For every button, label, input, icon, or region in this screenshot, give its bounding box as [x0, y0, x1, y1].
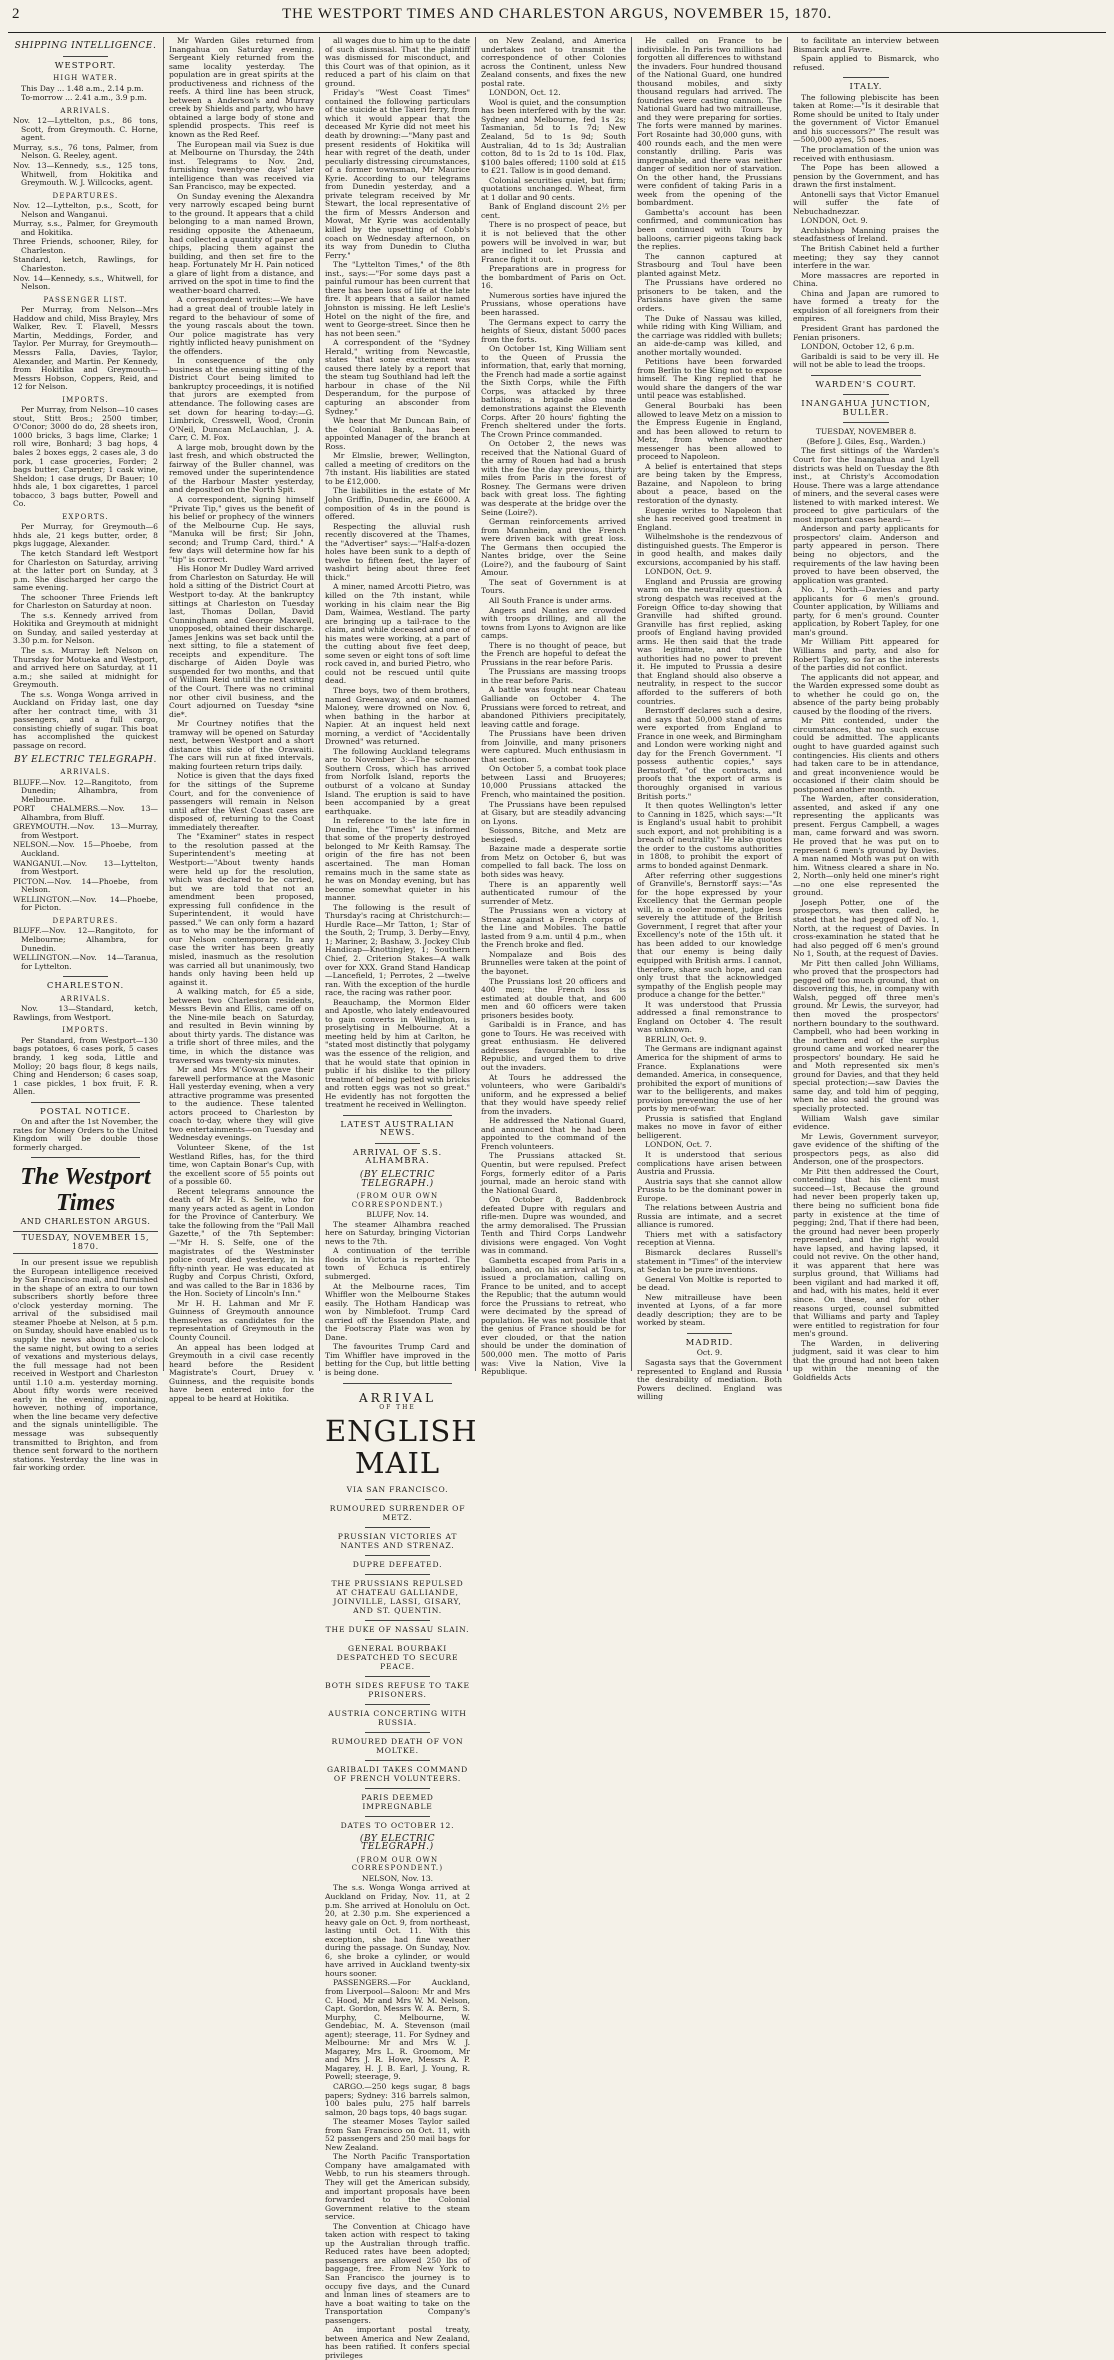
article-paragraph: DUPRE DEFEATED. — [352, 1559, 443, 1569]
exports-label: EXPORTS. — [62, 512, 109, 521]
article-paragraph: WANGANUI.—Nov. 13—Lyttelton, from Westport. — [13, 858, 158, 877]
article-paragraph: Mr Pitt then addressed the Court, contending that his client must succeed—1st, Because the ground had never been properly taken up, there being no sufficient bona fide party in existence at the time of pegging; 2nd, That if there had been, the ground had never been properly represented, and the right would have lapsed, and having lapsed, it could not revive. On the other hand, it was apparent that here was surplus ground, that Williams had been vigilant and had marked it off, and had, with his mates, held it ever since. On these, and for other reasons urged, counsel submitted that Williams and party and Tapley were entitled to registration for four men's ground. — [793, 1166, 939, 1339]
divider — [343, 1115, 452, 1116]
postal-text: On and after the 1st November, the rates for Money Orders to the United Kingdom will be double those formerly charged. — [13, 1117, 158, 1152]
shipping-body — [13, 550, 158, 751]
article-paragraph: On October 1st, King William sent to the Queen of Prussia the information, that, early that morning, the French had made a sortie against the Sixth Corps, while the Fifth Corps, was attacked by three battalions; a brigade also made demonstrations against the Eleventh Corps. After 20 hours' fighting the French sheltered under the forts. The Crown Prince commanded. — [481, 344, 626, 439]
article-paragraph: Volunteer Skene, of the 1st Westland Rifles, has, for the third time, won Captain Bonar's Cup, with the excellent score of 55 points out of a possible 60. — [169, 1143, 314, 1187]
article-paragraph: The Convention at Chicago have taken action with respect to taking up the Australian through traffic. Reduced rates have been adopted; passengers are allowed 250 lbs of baggage, free. From New York to San Francisco the journey is to occupy five days, and the Cunard and Inman lines of steamers are to have a boat waiting to take on the Transportation Company's passengers. — [325, 2221, 470, 2325]
article-paragraph: No. 1, North—Davies and party applicants for 6 men's ground. Counter application, by Williams and party, for 6 men's ground. Counter application, by Robert Tapley, for one man's ground. — [793, 585, 939, 637]
article-paragraph: After referring other suggestions of Granville's, Bernstorff says:—"As for the hope expressed by your Excellency that the German people will, in a cooler moment, judge less severely the attitude of the British Government, I regret that after your Excellency's note of the 15th ult. it has been added to our knowledge that our enemy is being daily equipped with British arms. I cannot, therefore, share such hope, and can only trust that the acknowledged sympathy of the English people may produce a change for the better." — [637, 870, 782, 1000]
telegraph-heading: BY ELECTRIC TELEGRAPH. — [14, 754, 157, 765]
article-paragraph: On Sunday evening the Alexandra very narrowly escaped being burnt to the ground. It appears that a child belonging to a man named Brown, residing opposite the Athenaeum, had collected a quantity of paper and chips, placing them against the building, and then set fire to the heap. Fortunately Mr H. Pain noticed a glare of light from a distance, and arrived on the spot in time to find the weather-board charred. — [169, 191, 314, 295]
divider — [687, 1333, 732, 1334]
article-paragraph: Bazaine made a desperate sortie from Metz on October 6, but was compelled to fall back. The loss on both sides was heavy. — [481, 844, 626, 879]
divider — [31, 1102, 140, 1103]
madrid-text: Sagasta says that the Government represented to England and Russia the desirability of mediation. Both Powers declined. England was willing — [637, 1358, 782, 1402]
divider — [843, 77, 889, 78]
article-paragraph: At the Melbourne races, Tim Whiffler won the Melbourne Stakes easily. The Hotham Handicap was won by Nimblefoot. Trump Card carried off the Essendon Plate, and the Footscray Plate was won by Dane. — [325, 1281, 470, 1342]
article-paragraph: Petitions have been forwarded from Berlin to the King not to expose himself. The King replied that he would share the dangers of the war until peace was established. — [637, 357, 782, 401]
article-paragraph: Recent telegrams announce the death of Mr H. S. Selfe, who for many years acted as agent in London for the Province of Canterbury. We take the following from the "Pall Mall Gazette," of the 7th September:—"Mr H. S. Selfe, one of the magistrates of the Westminster police court, died yesterday, in his fifty-ninth year. He was educated at Rugby and Corpus Christi, Oxford, and was called to the Bar in 1836 by the Hon. Society of Lincoln's Inn." — [169, 1186, 314, 1299]
divider — [365, 1676, 430, 1677]
article-paragraph: Mr William Pitt appeared for Williams and party, and also for Robert Tapley, so far as the interests of the parties did not conflict. — [793, 637, 939, 673]
divider — [365, 1499, 430, 1500]
divider — [63, 56, 108, 57]
article-paragraph: Mr Pitt contended, under the circumstances, that no such excuse could be admitted. The applicants ought to have guarded against such contingencies. His clients and others had taken care to be in attendance, and great inconvenience would be occasioned if their claim should be postponed another month. — [793, 716, 939, 794]
divider — [811, 375, 921, 376]
article-paragraph: Bank of England discount 2½ per cent. — [481, 202, 626, 220]
article-paragraph: The Germans expect to carry the heights of Sieux, distant 5000 paces from the forts. — [481, 317, 626, 344]
divider — [365, 1620, 430, 1621]
court-date: TUESDAY, NOVEMBER 8. — [815, 427, 917, 437]
article-paragraph: Beauchamp, the Mormon Elder and Apostle, who lately endeavoured to gain converts in Wellington, is proselytising in Melbourne. At a meeting held by him at Carlton, he "stated most distinctly that polygamy was the essence of the religion, and that he would state that opinion in public if his dislike to the pillory treatment of being pelted with bricks and rotten eggs was not so great." He evidently has not forgotten the treatment he received in Wellington. — [325, 997, 470, 1110]
article-paragraph: Joseph Potter, one of the prospectors, was then called, he stated that he had pegged off No. 1, North, at the request of Davies. In cross-examination he stated that he had also pegged off 6 men's ground No 1, South, at the request of Davies. — [793, 897, 939, 959]
article-paragraph: Prussia is satisfied that England makes no move in favor of either belligerent. — [637, 1113, 782, 1140]
article-paragraph: Soissons, Bitche, and Metz are besieged. — [481, 826, 626, 844]
article-paragraph: The Warden, after consideration, assented, and asked if any one representing the applicants was present. Fergus Campbell, a wages man, came forward and was sworn. He proved that he was put on to represent 6 men's ground by Davies. A man named Moth was put on with him. Witness cleared a share in No. 2, North—only held one miner's right —no one else represented the ground. — [793, 794, 939, 898]
charleston-imports-text: Per Standard, from Westport—130 bags potatoes, 6 cases pork, 5 cases brandy, 1 keg soda, Little and Molloy; 20 bags flour, 8 kegs nails, Ching and Henderson; 6 cases soap, 1 case pickles, 1 box fruit, F. R. Allen. — [13, 1035, 158, 1097]
divider — [343, 1383, 452, 1384]
article-paragraph: General Von Moltke is reported to be dead. — [637, 1274, 782, 1293]
article-paragraph: German reinforcements arrived from Mannheim, and the French were driven back with great loss. The Germans then occupied the Nantes bridge, over the Seine (Loire?), and the faubourg of Saint Amour. — [481, 517, 626, 578]
article-paragraph: On October 8, Baddenbrock defeated Dupre with regulars and rifle-men. Dupre was wounded, and the army demoralised. The Prussian Tenth and Third Corps Landwehr divisions were engaged. Von Voght was in command. — [481, 1195, 626, 1256]
article-paragraph: THE PRUSSIANS REPULSED AT CHATEAU GALLIANDE, JOINVILLE, LASSI, GISARY, AND ST. QUENTIN. — [331, 1578, 464, 1615]
divider — [843, 422, 889, 423]
article-paragraph: Eugenie writes to Napoleon that she has received good treatment in England. — [637, 505, 782, 532]
article-paragraph: GARIBALDI TAKES COMMAND OF FRENCH VOLUNTEERS. — [326, 1764, 469, 1783]
article-paragraph: He called on France to be indivisible. In Paris two millions had forgotten all differences to withstand the invaders. Four hundred thousand of the National Guard, one hundred thousand mobiles, and sixty thousand regulars had arrived. The foundries were casting cannon. The National Guard had two mitrailleuse, and they were preparing for sorties. The forts were manned by marines. Fort Rosainte had 30,000 guns, with 400 rounds each, and the men were constantly drilling. Paris was impregnable, and there was neither danger of sedition nor of starvation. On the other hand, the Prussians were confident of taking Paris in a week from the opening of the bombardment. — [637, 36, 782, 208]
divider — [365, 1704, 430, 1705]
divider — [365, 1816, 430, 1817]
article-paragraph: The Prussians have been repulsed at Gisary, but are steadily advancing on Lyons. — [481, 799, 626, 826]
article-paragraph: The "Lyttelton Times," of the 8th inst., says:—"For some days past a painful rumour has been current that there has been loss of life at the late fire. It appears that a sailor named Johnston is missing. He left Leslie's Hotel on the night of the fire, and went to George-street. Since then he has not been seen." — [325, 260, 470, 338]
article-paragraph: Mr Warden Giles returned from Inangahua on Saturday evening. Sergeant Kiely returned from the same locality yesterday. The population are in great spirits at the productiveness and richness of the reefs. A third line has been struck, between a Anderson's and Murray creek by Shields and party, who have obtained a large body of stone and splendid prospects. This reef is known as the Red Reef. — [169, 36, 314, 140]
article-paragraph: The Pope has been allowed a pension by the Government, and has drawn the first instalment. — [793, 163, 939, 190]
article-paragraph: DATES TO OCTOBER 12. — [340, 1820, 455, 1830]
article-paragraph: all wages due to him up to the date of such dismissal. That the plaintiff was dismissed for misconduct, and this Court was of that opinion, as it reduced a part of his claim on that ground. — [325, 36, 470, 88]
high-water-lines — [13, 85, 158, 103]
article-paragraph: PARIS DEEMED IMPREGNABLE — [361, 1792, 434, 1811]
high-water-label: HIGH WATER. — [53, 74, 118, 83]
mail-telegraph-credit: (BY ELECTRIC TELEGRAPH.) — [359, 1833, 436, 1853]
charleston-arrivals-label: ARRIVALS. — [60, 994, 111, 1003]
article-paragraph: Mr Lewis, Government surveyor, gave evidence of the shifting of the prospectors pegs, as also did Anderson, one of the prospectors. — [793, 1131, 939, 1167]
article-paragraph: The proclamation of the union was received with enthusiasm. — [793, 145, 939, 163]
telegraph-arrivals-list — [13, 779, 158, 913]
imports-label: IMPORTS. — [62, 395, 109, 404]
exports-text: Per Murray, for Greymouth—6 hhds ale, 21 kegs butter, order, 8 pkgs luggage, Alexander. — [13, 522, 158, 549]
article-paragraph: The European mail via Suez is due at Melbourne on Thursday, the 24th inst. Telegrams to Nov. 2nd, furnishing twenty-one days' later intelligence than was received via San Francisco, may be expected. — [169, 139, 314, 192]
departures-list — [13, 202, 158, 291]
article-paragraph: The schooner Three Friends left for Charleston on Saturday at noon. — [13, 592, 158, 611]
article-paragraph: England and Prussia are growing warm on the neutrality question. A strong despatch was received at the Foreign Office to-day showing that Granville had shifted ground. Granville has first replied, asking proofs of England having provided arms. He then said that the trade was legitimate, and that the authorities had no power to prevent it. He imputed to Prussia a desire that England should also observe a neutrality, in respect to the succor afforded to the sufferers of both countries. — [637, 576, 782, 706]
article-paragraph: Numerous sorties have injured the Prussians, whose operations have been harassed. — [481, 290, 626, 317]
column-4 — [476, 36, 632, 1377]
article-paragraph: The Prussians won a victory at Strenaz against a French corps of the Line and Mobiles. The battle lasted from 9 a.m. until 4 p.m., when the French broke and fled. — [481, 906, 626, 950]
divider — [365, 1732, 430, 1733]
mail-correspondent-credit: (FROM OUR OWN CORRESPONDENT.) — [351, 1855, 444, 1873]
article-paragraph: A correspondent, signing himself "Private Tip," gives us the benefit of his belief or prophecy of the winners of the Melbourne Cup. He says, "Manuka will be first; Sir John, second; and Trump Card, third." A few days will determine how far his "tip" is correct. — [169, 494, 314, 564]
charleston-heading: CHARLESTON. — [46, 981, 125, 992]
article-paragraph: Nov. 12—Lyttelton, p.s., 86 tons, Scott, from Greymouth. C. Horne, agent. — [13, 116, 158, 143]
article-paragraph: LONDON, Oct. 9. — [645, 567, 712, 577]
article-paragraph: His Honor Mr Dudley Ward arrived from Charleston on Saturday. He will hold a sitting of the District Court at Westport to-day. At the bankruptcy sittings at Charleston on Tuesday last, Thomas Dollan, David Cunningham and George Maxwell, unopposed, obtained their discharge. James Jenkins was set back until the next sitting, to file a statement of receipts and expenditure. The discharge of Aiden Doyle was suspended for two months, and that of William Reid until the next sitting of the Court. There was no criminal nor other civil business, and the Court adjourned on Tuesday *sine die*. — [169, 564, 314, 719]
article-paragraph: LONDON, October 12, 6 p.m. — [801, 342, 915, 352]
article-paragraph: The s.s. Murray left Nelson on Thursday for Motueka and Westport, and arrived here on Saturday, at 11 a.m.; she sailed at midnight for Greymouth. — [13, 646, 158, 690]
article-paragraph: on New Zealand, and America undertakes not to transmit the correspondence of other Colonies across the Continent, unless New Zealand consents, and fixes the new postal rate. — [481, 36, 626, 88]
article-paragraph: It then quotes Wellington's letter to Canning in 1825, which says:—"It is England's usual habit to prohibit such export, and not prohibiting is a breach of neutrality." He also quotes the order to the customs authorities in 1808, to prohibit the export of arms to bonded against Denmark. — [637, 801, 782, 870]
telegraph-credit: (BY ELECTRIC TELEGRAPH.) — [359, 1170, 436, 1189]
article-paragraph: General Bourbaki has been allowed to leave Metz on a mission to the Empress Eugenie in England, and has been allowed to return to Metz, from whence another messenger has been allowed to proceed to Napoleon. — [637, 400, 782, 462]
divider — [31, 1157, 140, 1158]
article-paragraph: The Duke of Nassau was killed, while riding with King William, and the carriage was riddled with bullets; an aide-de-camp was killed, and another mortally wounded. — [637, 313, 782, 357]
article-paragraph: William Walsh gave similar evidence. — [793, 1113, 939, 1132]
departures-label: DEPARTURES. — [52, 191, 119, 200]
telegraph-departures-list — [13, 927, 158, 971]
article-paragraph: BLUFF.—Nov. 12—Rangitoto, for Melbourne; Alhambra, for Dunedin. — [13, 926, 158, 953]
article-paragraph: LONDON, Oct. 12. — [489, 88, 561, 98]
column-1 — [8, 37, 164, 1473]
article-paragraph: BOTH SIDES REFUSE TO TAKE PRISONERS. — [325, 1680, 470, 1699]
article-paragraph: PICTON.—Nov. 14—Phoebe, from Nelson. — [13, 876, 158, 895]
column-2 — [164, 36, 320, 1403]
article-paragraph: LONDON, Oct. 7. — [645, 1140, 712, 1150]
divider — [365, 1639, 430, 1640]
foreign-news — [793, 37, 939, 72]
divider — [365, 1788, 430, 1789]
article-paragraph: A continuation of the terrible floods in Victoria is reported. The town of Echuca is entirely submerged. — [325, 1246, 470, 1282]
divider — [843, 394, 889, 395]
article-paragraph: PORT CHALMERS.—Nov. 13—Alhambra, from Bluff. — [13, 804, 158, 822]
article-paragraph: All South France is under arms. — [489, 596, 612, 605]
article-paragraph: New mitrailleuse have been invented at Lyons, of a far more deadly description; they are to be worked by steam. — [637, 1292, 782, 1328]
article-paragraph: It was understood that Prussia addressed a final remonstrance to England on October 4. The result was unknown. — [637, 999, 782, 1035]
article-paragraph: An important postal treaty, between America and New Zealand, has been ratified. It confers special privileges — [325, 2325, 470, 2360]
dateline: BLUFF, Nov. 14. — [366, 1210, 429, 1220]
article-paragraph: The Prussians are massing troops in the rear before Paris. — [481, 667, 626, 685]
article-paragraph: The British Cabinet held a further meeting; they say they cannot interfere in the war. — [793, 244, 939, 271]
article-paragraph: Nov. 12—Lyttelton, p.s., Scott, for Nelson and Wanganui. — [13, 201, 158, 219]
charleston-arrivals-text: Nov. 13—Standard, ketch, Rawlings, from Westport. — [13, 1004, 158, 1022]
article-paragraph: Mr H. H. Lahman and Mr F. Guinness of Greymouth announce themselves as candidates for the representation of Greymouth in the County Council. — [169, 1298, 314, 1343]
article-paragraph: The relations between Austria and Russia are intimate, and a secret alliance is rumored. — [637, 1203, 782, 1230]
article-paragraph: PASSENGERS.—For Auckland, from Liverpool—Saloon: Mr and Mrs C. Hood, Mr and Mrs W. M. Nelson, Capt. Gordon, Messrs W. A. Bern, S. Murphy, C. Melbourne, W. Gendebiac, M. A. Stevenson (mail agent); steerage, 11. For Sydney and Melbourne: Mr and Mrs W. J. Magarey, Mrs L. R. Groomom, Mr and Mrs J. R. Howe, Messrs A. P. Magarey, H. J. B. Earl, J. Young, R. Powell; steerage, 9. — [325, 1978, 470, 2082]
article-paragraph: Gambetta escaped from Paris in a balloon, and, on his arrival at Tours, issued a proclamation, calling on France to be united, and to accept the Republic; that the autumn would force the Prussians to retreat, who were decimated by the spread of population. He was not possible that the genius of France should be for ever clouded, or that the nation should be under the domination of 500,000 men. The motto of Paris was: Vive la Nation, Vive la République. — [481, 1256, 626, 1377]
article-paragraph: BERLIN, Oct. 9. — [645, 1034, 707, 1044]
article-paragraph: Murray, s.s., Palmer, for Greymouth and Hokitika. — [13, 219, 158, 237]
article-paragraph: Nov. 14—Kennedy, s.s., Whitwell, for Nelson. — [13, 273, 158, 292]
divider — [365, 1760, 430, 1761]
article-paragraph: The Warden, in delivering judgment, said it was clear to him that the ground had not been taken up within the meaning of the Goldfields Acts — [793, 1338, 939, 1382]
article-paragraph: Three boys, two of them brothers, named Greenaway, and one named Maloney, were drowned on Nov. 6, when bathing in the harbor at Napier. At an inquest held next morning, a verdict of "Accidentally Drowned" was returned. — [325, 686, 470, 747]
masthead — [8, 6, 1106, 33]
article-paragraph: In our present issue we republish the European intelligence received by San Francisco mail, and furnished in the shape of an extra to our town subscribers shortly before three o'clock yesterday morning. The arrival of the subsidised mail steamer Phoebe at Nelson, at 5 p.m. on Sunday, should have enabled us to supply the news about ten o'clock the same night, but owing to a series of vexations and mysterious delays, the full message had not been received in Westport and Charleston until 1.10 a.m. yesterday morning. About fifty words were received early in the evening, containing, however, nothing of importance, when the line became very defective and the signals unintelligible. The message was subsequently transmitted to Brighton, and from thence sent forward to the northern stations. Yesterday the line was in fair working order. — [13, 1258, 158, 1473]
article-paragraph: The Prussians attacked St. Quentin, but were repulsed. Prefect Forgs, formerly editor of a Paris journal, made an heroic stand with the National Guard. — [481, 1151, 626, 1195]
article-paragraph: China and Japan are rumored to have formed a treaty for the expulsion of all foreigners from their empires. — [793, 288, 939, 324]
australian-news-heading: LATEST AUSTRALIAN NEWS. — [340, 1119, 455, 1139]
article-paragraph: RUMOURED DEATH OF VON MOLTKE. — [331, 1736, 464, 1755]
article-paragraph: The s.s. Wonga Wonga arrived at Auckland on Friday, Nov. 11, at 2 p.m. She arrived at Honolulu on Oct. 20, at 2.30 p.m. She experienced a heavy gale on Oct. 9, from northeast, lasting until Oct. 11. With this exception, she had fine weather during the passage. On Sunday, Nov. 6, she broke a cylinder, or would have arrived in Auckland twenty-six hours sooner. — [325, 1883, 470, 1978]
article-paragraph: Respecting the alluvial rush recently discovered at the Thames, the "Advertiser" says:—"Half-a-dozen holes have been sunk to a depth of twelve to fifteen feet, the layer of washdirt being about three feet thick." — [325, 521, 470, 582]
masthead-title: THE WESTPORT TIMES AND CHARLESTON ARGUS, NOVEMBER 15, 1870. — [282, 6, 832, 22]
article-paragraph: Antonelli says that Victor Emanuel will suffer the fate of Nebuchadnezzar. — [793, 189, 939, 216]
passengers-text: Per Murray, from Nelson—Mrs Haddow and child, Miss Brayley, Mrs Walker, Rev. T. Flavell, Messrs Martin, Meddings, Forder, and Taylor. Per Murray, for Greymouth—Messrs Falla, Davies, Taylor, Alexander, and Martin. Per Kennedy, from Hokitika and Greymouth—Messrs Hobson, Coppers, Reid, and 12 for Nelson. — [13, 305, 158, 392]
article-paragraph: Anderson and party applicants for prospectors' claim. Anderson and party appeared in person. There being no objectors, and the requirements of the law having been proved to have been observed, the application was granted. — [793, 524, 939, 585]
article-paragraph: The Prussians have ordered no prisoners to be taken, and the Parisians have given the same orders. — [637, 278, 782, 313]
article-paragraph: An appeal has been lodged at Greymouth in a civil case recently heard before the Resident Magistrate's Court, Druey v. Guinness, and the requisite bonds have been entered into for the appeal to be heard at Hokitika. — [169, 1342, 314, 1403]
article-paragraph: The following plebiscite has been taken at Rome:—"Is it desirable that Rome should be united to Italy under the government of Victor Emanuel and his successors?" The result was—500,000 ayes, 55 noes. — [793, 92, 939, 145]
article-paragraph: Preparations are in progress for the bombardment of Paris on Oct. 16. — [481, 264, 626, 291]
article-paragraph: The "Examiner" states in respect to the resolution passed at the Superintendent's meeting at Westport:—"About twenty hands were held up for the resolution, which was declared to be carried, but we are told that not an amendment been proposed, expressing full confidence in the Superintendent, it would have passed." We can only form a hazard as to who may be the informant of our Nelson contemporary. In any case the writer has been greatly misled, inasmuch as the resolution was carried all but unanimously, two hands only having been held up against it. — [169, 832, 314, 987]
article-paragraph: There is an apparently well authenticated rumour of the surrender of Metz. — [481, 879, 626, 906]
article-paragraph: Notice is given that the days fixed for the sittings of the Supreme Court, and for the convenience of passengers will remain in Nelson until after the West Coast cases are disposed of, returning to the Coast immediately thereafter. — [169, 771, 314, 832]
column-5 — [632, 36, 788, 1402]
article-paragraph: Mr and Mrs M'Gowan gave their farewell performance at the Masonic Hall yesterday evening, when a very attractive programme was presented to the audience. These talented actors proceed to Charleston by coach to-day, where they will give two entertainments—on Tuesday and Wednesday evenings. — [169, 1065, 314, 1143]
article-paragraph: In consequence of the only business at the ensuing sitting of the District Court being limited to bankruptcy proceedings, it is notified that jurors are exempted from attendance. The following cases are set down for hearing to-day:—G. Limbrick, Cresswell, Wood, Cronin O'Neil, Duncan McLauchlan, J. A. Carr, C. M. Fox. — [169, 356, 314, 443]
article-paragraph: Colonial securities quiet, but firm; quotations unchanged. Wheat, firm at 1 dollar and 90 cents. — [481, 175, 626, 202]
arrivals-label: ARRIVALS. — [60, 106, 111, 115]
article-paragraph: The s.s. Kennedy arrived from Hokitika and Greymouth at midnight on Sunday, and sailed yesterday at 3.30 p.m. for Nelson. — [13, 610, 158, 646]
article-paragraph: THE DUKE OF NASSAU SLAIN. — [325, 1624, 470, 1634]
article-paragraph: Mr Elmslie, brewer, Wellington, called a meeting of creditors on the 7th instant. His liabilities are stated to be £12,000. — [325, 451, 470, 486]
article-paragraph: The Prussians have been driven from Joinville, and many prisoners were captured. Much enthusiasm in that section. — [481, 729, 626, 764]
page-number: 2 — [12, 6, 20, 22]
article-paragraph: President Grant has pardoned the Fenian prisoners. — [793, 323, 939, 342]
article-paragraph: The cannon captured at Strasbourg and Toul have been planted against Metz. — [637, 251, 782, 278]
article-paragraph: On October 2, the news was received that the National Guard of the army of Rouen had had a brush with the foe the day previous, thirty miles from Paris in the forest of Rosney. The Germans were driven back with great loss. The fighting was desperate at the bridge over the Seine (Loire?). — [481, 439, 626, 517]
paper-subtitle: AND CHARLESTON ARGUS. — [20, 1217, 151, 1227]
article-paragraph: A battle was fought near Chateau Galliande on October 4. The Prussians were forced to retreat, and abandoned Pithiviers precipitately, leaving cattle and forage. — [481, 685, 626, 729]
italy-heading: ITALY. — [849, 82, 883, 93]
article-paragraph: AUSTRIA CONCERTING WITH RUSSIA. — [328, 1708, 467, 1727]
article-paragraph: Mr Pitt then called John Williams, who proved that the prospectors had pegged off too much ground, that on discovering this, he, in company with Walsh, pegged off three men's ground. Mr Lewis, the surveyor, had then moved the prospectors' northern boundary to the southward. Campbell, who had been working in the northern end of the surplus ground came and worked nearer the prospectors' boundary. He said he and Moth represented six men's ground for Davies, and that they held special protection;—saw Davies the same day, and told him of pegging, when he also said the ground was specially protected. — [793, 958, 939, 1113]
article-paragraph: Standard, ketch, Rawlings, for Charleston. — [13, 255, 158, 274]
article-paragraph: Wool is quiet, and the consumption has been interfered with by the war. Sydney and Melbourne, fed 1s 2s; Tasmanian, 5d to 1s 7d; New Zealand, 5d to 1s 9d; South Australian, 4d to 1s 3d; Australian cotton, 8d to 1s 2d to 1s 10d. Flax, $100 bales offered; 1100 sold at £15 to £21. Tallow is in good demand. — [481, 97, 626, 176]
arrivals-list — [13, 117, 158, 187]
telegraph-departures-label: DEPARTURES. — [52, 916, 119, 925]
paper-title: The Westport Times — [20, 1164, 151, 1217]
article-paragraph: Archbishop Manning praises the steadfastness of Ireland. — [793, 225, 939, 244]
charleston-imports-label: IMPORTS. — [62, 1026, 109, 1035]
article-paragraph: to facilitate an interview between Bismarck and Favre. — [793, 36, 939, 54]
article-paragraph: A correspondent writes:—We have had a great deal of trouble lately in regard to the behaviour of some of the young rascals about the town. Our police magistrate has very rightly inflicted heavy punishment on the offenders. — [169, 295, 314, 356]
article-paragraph: Mr Courtney notifies that the tramway will be opened on Saturday next, between Westport and a short distance this side of the Orawaiti. The cars will run at fixed intervals, making fourteen return trips daily. — [169, 719, 314, 771]
article-paragraph: A belief is entertained that steps are being taken by the Empress, Bazaine, and Napoleon to bring about a peace, based on the restoration of the dynasty. — [637, 461, 782, 505]
divider — [365, 1527, 430, 1528]
article-paragraph: Friday's "West Coast Times" contained the following particulars of the suicide at the Taieri ferry, from which it would appear that the deceased Mr Kyrie did not meet his death by drowning:—"Many past and present residents of Hokitika will hear with regret of the death, under peculiarly distressing circumstances, of a former townsman, Mr Maurice Kyrie. According to our telegrams from Dunedin yesterday, and a private telegram received by Mr Stewart, the local representative of the firm of Messrs Anderson and Mowat, Mr Kyrie was accidentally killed by the upsetting of Cobb's coach on Wednesday afternoon, on its way from Dunedin to Clutha Ferry." — [325, 88, 470, 260]
divider — [375, 1143, 420, 1144]
war-news — [481, 37, 626, 1377]
article-paragraph: The steamer Alhambra reached here on Saturday, bringing Victorian news to the 7th. — [325, 1219, 470, 1246]
local-news-continued — [325, 37, 470, 1110]
article-paragraph: The following is the result of Thursday's racing at Christchurch:—Hurdle Race—Mr Tatton, 1; Star of the South, 2; Trump, 3. Derby—Envy, 1; Mariner, 2; Bashaw, 3. Jockey Club Handicap—Knottingley, 1; Southern Chief, 2. Criterion Stakes—A walk over for XXX. Grand Stand Handicap—Lancefield, 1; Perrotes, 2 —twelve ran. With the exception of the hurdle race, the racing was rather poor. — [325, 902, 470, 998]
article-paragraph: The favourites Trump Card and Tim Whiffler have improved in the betting for the Cup, but little betting is being done. — [325, 1342, 470, 1378]
article-paragraph: Murray, s.s., 76 tons, Palmer, from Nelson. G. Reeley, agent. — [13, 142, 158, 161]
mail-arrival-heading: ARRIVAL — [359, 1390, 436, 1405]
column-6 — [788, 36, 944, 1382]
article-paragraph: The Germans are indignant against America for the shipment of arms to France. Explanations were demanded. America, in consequence, prohibited the export of munitions of war to the belligerents, and makes provision preventing the use of her ports by men-of-war. — [637, 1044, 782, 1114]
article-paragraph: Garibaldi is said to be very ill. He will not be able to lead the troops. — [793, 351, 939, 370]
mail-headlines — [325, 1504, 470, 1830]
article-paragraph: There is no thought of peace, but the French are hopeful to defeat the Prussians in the rear before Paris. — [481, 640, 626, 667]
article-paragraph: Garibaldi is in France, and has gone to Tours. He was received with great enthusiasm. He delivered addresses favourable to the Republic, and urged them to drive out the invaders. — [481, 1020, 626, 1072]
article-paragraph: Angers and Nantes are crowded with troops drilling, and all the towns from Lyons to Avignon are like camps. — [481, 605, 626, 641]
divider — [63, 976, 108, 977]
inangahua-heading: INANGAHUA JUNCTION, BULLER. — [801, 399, 931, 418]
italy-news — [793, 94, 939, 370]
article-paragraph: RUMOURED SURRENDER OF METZ. — [329, 1503, 466, 1522]
article-paragraph: The applicants did not appear, and the Warden expressed some doubt as to whether he could go on, the absence of the party being probably caused by the flooding of the rivers. — [793, 672, 939, 716]
mail-via: VIA SAN FRANCISCO. — [346, 1484, 449, 1494]
madrid-heading: MADRID. — [685, 1337, 734, 1348]
editorial — [13, 1259, 158, 1473]
article-paragraph: The North Pacific Transportation Company have amalgamated with Webb, to run his steamers through. They will get the American subsidy, and important proposals have been forwarded to the Colonial Government relative to the steam service. — [325, 2152, 470, 2222]
article-paragraph: Bismarck declares Russell's statement in "Times" of the interview at Sedan to be pure inventions. — [637, 1248, 782, 1275]
alhambra-heading: ARRIVAL OF S.S. ALHAMBRA. — [352, 1147, 443, 1167]
wardens-court-heading: WARDEN'S COURT. — [815, 379, 917, 390]
article-paragraph: CARGO.—250 kegs sugar, 8 bags papers; Sydney: 316 barrels salmon, 100 bales pulu, 275 half barrels salmon, 20 bags tops, 40 bags sugar. — [325, 2081, 470, 2117]
english-mail-heading: ENGLISH MAIL — [325, 1413, 478, 1480]
article-paragraph: The steamer Moses Taylor sailed from San Francisco on Oct. 11, with 52 passengers and 250 mail bags for New Zealand. — [325, 2117, 470, 2152]
columns — [8, 36, 1106, 2360]
column-3 — [320, 36, 478, 2360]
article-paragraph: A miner, named Arcotti Pietro, was killed on the 7th instant, while working in his claim near the Big Dam, Waimea, Westland. The party are bringing up a tail-race to the claim, and while deceased and one of his mates were working, at a part of the cutting about five feet deep, some seven or eight tons of soft lime rock caved in, and buried Pietro, who could not be rescued until quite dead. — [325, 582, 470, 686]
mail-dateline: NELSON, Nov. 13. — [361, 1873, 434, 1883]
article-paragraph: To-morrow ... 2.41 a.m., 3.9 p.m. — [21, 93, 147, 103]
article-paragraph: A walking match, for £5 a side, between two Charleston residents, Messrs Bevin and Ellis, came off on the Nine-mile beach on Saturday, and resulted in Bevin winning by about thirty yards. The distance was a trifle short of three miles, and the time, in which the distance was traversed was twenty-six minutes. — [169, 987, 314, 1065]
article-paragraph: Wilhelmshohe is the rendezvous of distinguished guests. The Emperor is in good health, and makes daily excursions, accompanied by his staff. — [637, 532, 782, 567]
imports-text: Per Murray, from Nelson—10 cases stout, Stitt Bros.; 2500 timber, O'Conor; 3000 do do, 28 sheets iron, 1000 bricks, 3 bags lime, Clarke; 1 roll wire, Bonhard; 3 bag hops, 4 bales 2 boxes eggs, 2 cases ale, 3 do pork, 1 case groceries, Forder; 2 bags butter, Carpenter; 1 cask wine, Sheldon; 1 case drugs, Dr Bauer; 10 hhds ale, 1 box cigarettes, 1 parcel tobacco, 3 bags butter, Powell and Co. — [13, 405, 158, 509]
article-paragraph: He addressed the National Guard, and announced that he had been appointed to the command of the French volunteers. — [481, 1116, 626, 1151]
article-paragraph: At Tours he addressed the volunteers, who were Garibaldi's uniform, and he expressed a belief that they would have speedy relief from the invaders. — [481, 1072, 626, 1116]
correspondent-credit: (FROM OUR OWN CORRESPONDENT.) — [351, 1192, 444, 1209]
australian-news — [325, 1221, 470, 1378]
article-paragraph: WELLINGTON.—Nov. 14—Taranua, for Lyttelton. — [13, 953, 158, 971]
article-paragraph: Nov. 13—Kennedy, s.s., 125 tons, Whitwell, from Hokitika and Greymouth. W. J. Willcocks, agent. — [13, 161, 158, 188]
telegraph-arrivals-label: ARRIVALS. — [60, 768, 111, 777]
issue-date: TUESDAY, NOVEMBER 15, 1870. — [13, 1231, 158, 1254]
article-paragraph: WELLINGTON.—Nov. 14—Phoebe, for Picton. — [13, 894, 158, 913]
article-paragraph: In reference to the late fire in Dunedin, the "Times" is informed that some of the property destroyed belonged to Mr Keith Ramsay. The origin of the fire has not been ascertained. The man Homan remains much in the same state as he was on Monday evening, but has become somewhat quieter in his manner. — [325, 816, 470, 903]
article-paragraph: On October 5, a combat took place between Lassi and Bruoyeres; 10,000 Prussians attacked the French, who maintained the position. — [481, 764, 626, 800]
article-paragraph: GENERAL BOURBAKI DESPATCHED TO SECURE PEACE. — [336, 1643, 459, 1671]
divider — [365, 1555, 430, 1556]
westport-heading: WESTPORT. — [54, 60, 117, 71]
article-paragraph: The ketch Standard left Westport for Charleston on Saturday, arriving at the latter port on Sunday, at 3 p.m. She discharged her cargo the same evening. — [13, 548, 158, 593]
article-paragraph: There is no prospect of peace, but it is not believed that the other powers will be involved in war, but are inclined to let Prussia and France fight it out. — [481, 220, 626, 264]
shipping-heading: SHIPPING INTELLIGENCE. — [14, 41, 157, 51]
passengers-label: PASSENGER LIST. — [43, 295, 128, 304]
court-report — [793, 447, 939, 1382]
article-paragraph: More massacres are reported in China. — [793, 270, 939, 289]
article-paragraph: Bernstorff declares such a desire, and says that 50,000 stand of arms were exported from England to France in one week, and Birmingham and London were working night and day for the French Government. "I possess authentic copies," says Bernstorff, "of the contracts, and proofs that the export of arms is thoroughly organised in various British ports." — [637, 706, 782, 801]
mail-of-the: OF THE — [379, 1404, 416, 1412]
article-paragraph: PRUSSIAN VICTORIES AT NANTES AND STRENAZ. — [337, 1531, 458, 1550]
local-news — [169, 37, 314, 1403]
article-paragraph: The following Auckland telegrams are to November 3:—The schooner Southern Cross, which has arrived from Norfolk Island, reports the outburst of a volcano at Sunday Island. The eruption is said to have been accompanied by a great earthquake. — [325, 746, 470, 816]
article-paragraph: GREYMOUTH.—Nov. 13—Murray, from Westport. — [13, 822, 158, 840]
article-paragraph: A large mob, brought down by the last fresh, and which obstructed the fairway of the Buller channel, was removed under the superintendence of the Harbour Master yesterday, and deposited on the North Spit. — [169, 442, 314, 495]
article-paragraph: NELSON.—Nov. 15—Phoebe, from Auckland. — [13, 840, 158, 859]
article-paragraph: The liabilities in the estate of Mr John Griffin, Dunedin, are £6000. A composition of 4s in the pound is offered. — [325, 486, 470, 522]
madrid-dateline: Oct. 9. — [696, 1348, 723, 1358]
article-paragraph: This Day ... 1.48 a.m., 2.14 p.m. — [21, 83, 144, 93]
article-paragraph: The s.s. Wonga Wonga arrived in Auckland on Friday last, one day after her contract time, with 31 passengers, and a full cargo, consisting chiefly of sugar. This boat has accomplished the quickest passage on record. — [13, 689, 158, 751]
article-paragraph: The Prussians lost 20 officers and 400 men; the French loss is estimated at double that, and 600 men and 60 officers were taken prisoners besides booty. — [481, 976, 626, 1020]
article-paragraph: It is understood that serious complications have arisen between Austria and Prussia. — [637, 1150, 782, 1177]
article-paragraph: Thiers met with a satisfactory reception at Vienna. — [637, 1229, 782, 1248]
article-paragraph: Spain applied to Bismarck, who refused. — [793, 54, 939, 72]
war-news-continued — [637, 37, 782, 1328]
article-paragraph: LONDON, Oct. 9. — [801, 216, 868, 226]
article-paragraph: Three Friends, schooner, Riley, for Charleston. — [13, 237, 158, 255]
article-paragraph: The first sittings of the Warden's Court for the Inangahua and Lyell districts was held on Tuesday the 8th inst., at Christy's Accomodation House. There was a large attendance of miners, and the several cases were listened to with marked interest. We proceed to give particulars of the most important cases heard:— — [793, 446, 939, 524]
divider — [365, 1574, 430, 1575]
article-paragraph: Nompalaze and Bois des Brunnelles were taken at the point of the bayonet. — [481, 949, 626, 976]
mail-news — [325, 1884, 470, 2360]
article-paragraph: Austria says that she cannot allow Prussia to be the dominant power in Europe. — [637, 1176, 782, 1203]
article-paragraph: We hear that Mr Duncan Bain, of the Colonial Bank, has been appointed Manager of the branch at Ross. — [325, 416, 470, 451]
article-paragraph: Gambetta's account has been confirmed, and communication has been continued with Tours by balloons, carrier pigeons taking back the replies. — [637, 207, 782, 252]
postal-heading: POSTAL NOTICE. — [39, 1106, 132, 1117]
article-paragraph: A correspondent of the "Sydney Herald," writing from Newcastle, states "that some excitement was caused there lately by a report that the steam tug Southland had left the harbour in chase of the Nil Desperandum, for the purpose of capturing an absconder from Sydney." — [325, 338, 470, 416]
article-paragraph: The seat of Government is at Tours. — [481, 577, 626, 596]
court-before: (Before J. Giles, Esq., Warden.) — [806, 436, 926, 446]
article-paragraph: BLUFF.—Nov. 12—Rangitoto, from Dunedin; Alhambra, from Melbourne. — [13, 777, 158, 804]
